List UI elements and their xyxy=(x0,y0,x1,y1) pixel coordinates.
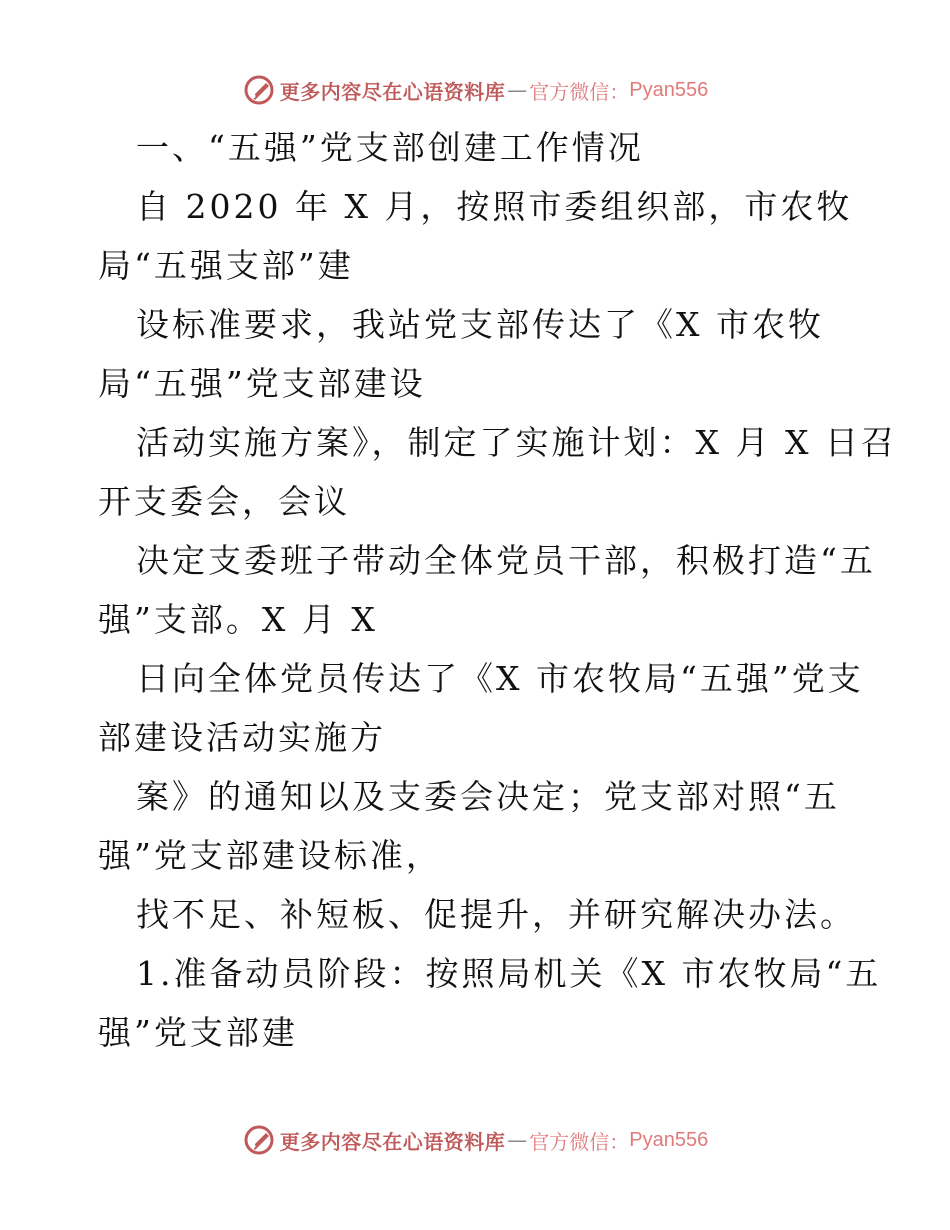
banner-separator: — xyxy=(507,1128,528,1152)
document-line: 案》的通知以及支委会决定；党支部对照“五 xyxy=(136,777,840,816)
document-line: 强”支部。X 月 X xyxy=(98,600,378,639)
banner-handle: Pyan556 xyxy=(629,78,709,101)
pen-seal-logo-icon xyxy=(242,73,276,107)
document-body xyxy=(98,122,898,1066)
banner-handle: Pyan556 xyxy=(629,1128,709,1151)
banner-main-text: 更多内容尽在心语资料库 xyxy=(279,79,506,104)
document-line: 找不足、补短板、促提升，并研究解决办法。 xyxy=(136,895,856,934)
watermark-banner-top xyxy=(0,70,950,110)
document-line: 1.准备动员阶段：按照局机关《X 市农牧局“五 xyxy=(136,954,882,993)
document-line: 设标准要求，我站党支部传达了《X 市农牧 xyxy=(136,305,824,344)
document-line: 强”党支部建 xyxy=(98,1013,298,1052)
document-heading: 一、“五强”党支部创建工作情况 xyxy=(136,128,644,167)
pen-seal-logo-icon xyxy=(242,1123,276,1157)
document-line: 局“五强”党支部建设 xyxy=(98,364,426,403)
watermark-banner-bottom xyxy=(0,1120,950,1160)
document-line: 决定支委班子带动全体党员干部，积极打造“五 xyxy=(136,541,876,580)
document-line: 自 2020 年 X 月，按照市委组织部，市农牧 xyxy=(136,187,853,226)
banner-main-text: 更多内容尽在心语资料库 xyxy=(279,1129,506,1154)
document-line: 局“五强支部”建 xyxy=(98,246,354,285)
document-line: 开支委会，会议 xyxy=(98,482,350,521)
document-line: 部建设活动实施方 xyxy=(98,718,386,757)
document-line: 日向全体党员传达了《X 市农牧局“五强”党支 xyxy=(136,659,864,698)
banner-separator: — xyxy=(507,78,528,102)
document-line: 活动实施方案》，制定了实施计划：X 月 X 日召 xyxy=(136,423,897,462)
banner-sub-text: 官方微信： xyxy=(529,1129,630,1154)
banner-sub-text: 官方微信： xyxy=(529,79,630,104)
document-line: 强”党支部建设标准， xyxy=(98,836,442,875)
